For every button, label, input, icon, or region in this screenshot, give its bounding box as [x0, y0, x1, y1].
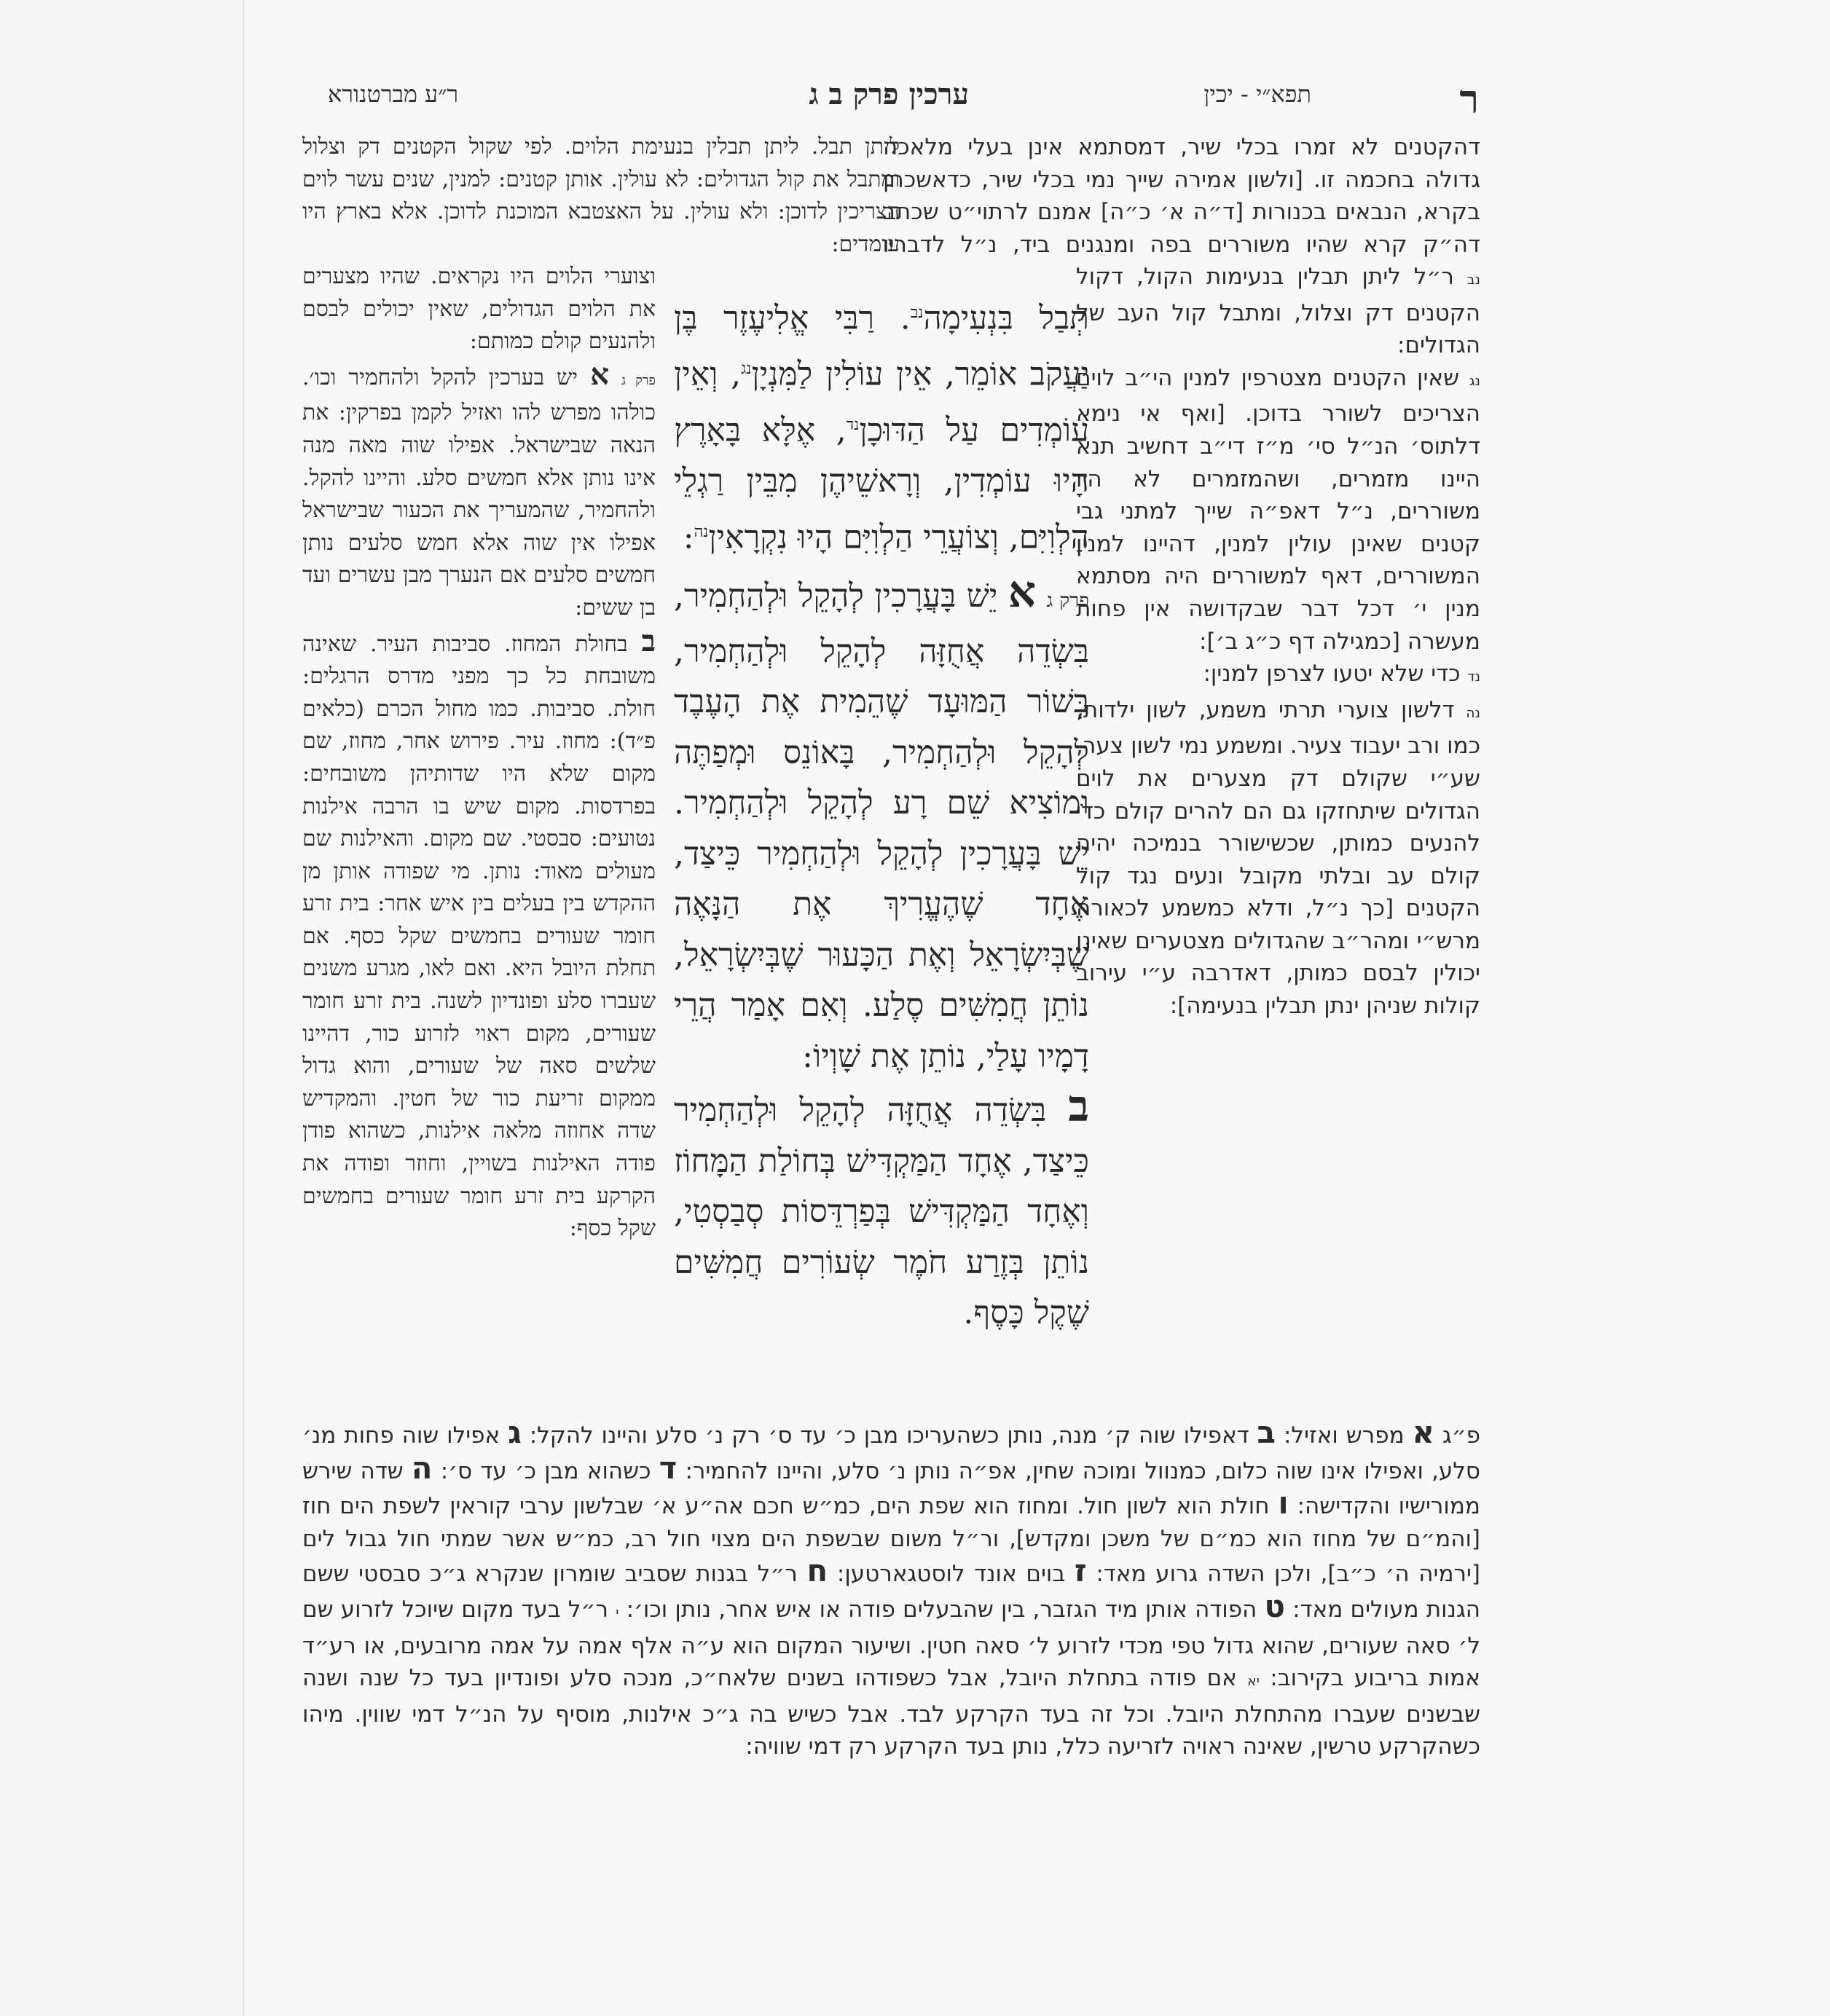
footnote-marker: נד: [846, 416, 860, 435]
bartenura-running-head: ר״ע מברטנורא: [328, 80, 459, 108]
mishnah-letter: ב: [641, 623, 656, 658]
note-label: נד: [1467, 669, 1480, 685]
yachin-running-head: תפא״י - יכין: [1203, 80, 1311, 108]
mishnah-letter: א: [590, 356, 610, 392]
note-letter: ט: [1264, 1588, 1285, 1624]
note-letter: ח: [806, 1553, 828, 1589]
mishnah-3-1: פרק ג א יֵשׁ בָּעֲרָכִין לְהָקֵל וּלְהַחְמִיר, בִּשְׂדֵה אֲחֻזָּה לְהָקֵל וּלְהַחְמִיר, בְּשׁוֹר הַמּוּעָד שֶׁהֵמִית אֶת הָעֶבֶד לְהָקֵל וּלְהַחְמִיר, בָּאוֹנֵס וּמְפַתֶּה וּמוֹצִיא שֵׁם רָע לְהָקֵל וּלְהַחְמִיר. יֵשׁ בָּעֲרָכִין לְהָקֵל וּלְהַחְמִיר כֵּיצַד, אֶחָד שֶׁהֶעֱרִיךְ אֶת הַנָּאֶה שֶׁבְּיִשְׂרָאֵל וְאֶת הַכָּעוּר שֶׁבְּיִשְׂרָאֵל, נוֹתֵן חֲמִשִּׁים סֶלַע. וְאִם אָמַר הֲרֵי דָמָיו עָלַי, נוֹתֵן אֶת שָׁוְיוֹ:: [674, 567, 1089, 1075]
yachin-column: [883, 131, 1480, 262]
page-number: ר: [1459, 76, 1479, 122]
bartenura-top: ליתן תבל. ליתן תבלין בנעימת הלוים. לפי שקול הקטנים דק וצלול ומתבל את קול הגדולים: לא עולין. אותן קטנים: למנין, שנים עשר לוים הצריכין לדוכן: ולא עולין. על האצטבא המוכנת לדוכן. אלא בארץ היו עומדים:: [302, 134, 900, 257]
yachin-note-nd: נד כדי שלא יטעו לצרפן למנין:: [1203, 661, 1480, 688]
yachin-chapter3-notes: פ״ג א מפרש ואזיל: ב דאפילו שוה ק׳ מנה, נותן כשהעריכו מבן כ׳ עד ס׳ רק נ׳ סלע והיינו להקל: ג אפילו שוה פחות מנ׳ סלע, ואפילו אינו שוה כלום, כמנוול ומוכה שחין, אפ״ה נותן נ׳ סלע, והיינו להחמיר: ד כשהוא מבן כ׳ עד ס׳: ה שדה שירש ממורישיו והקדישה: ו חולת הוא לשון חול. ומחוז הוא שפת הים, כמ״ש חכם אה״ע א׳ שבלשון ערבי קוראין לשפת הים חוז [והמ״ם של מחוז הוא כמ״ם של משכן ומקדש], ור״ל משום שבשפת הים מצוי חול רב, כמ״ש אשר שמתי חול גבול לים [ירמיה ה׳ כ״ב], ולכן השדה גרוע מאד: ז בוים אונד לוסטגארטען: ח ר״ל בגנות שסביב שומרון שנקרא ג״כ סבסטי ששם הגנות מעולים מאד: ט הפודה אותן מיד הגזבר, בין שהבעלים פודה או איש אחר, נותן וכו׳: י ר״ל בעד מקום שיוכל לזרוע שם ל׳ סאה שעורים, שהוא גדול טפי מכדי לזרוע ל׳ סאה חטין. ושיעור המקום הוא ע״ה אלף אמה על אמה מרובעים, או רע״ד אמות בריבוע בקירוב: יא אם פודה בתחלת היובל, אבל כשפודהו בשנים שלאח״כ, מנכה סלע ופונדיון בעד כל שנה ושנה שבשנים שעברו מהתחלת היובל. וכל זה בעד הקרקע לבד. אבל כשיש בה ג״כ אילנות, מוסיף על הנ״ל דמי שווין. מיהו כשהקרקע טרשין, שאינה ראויה לזריעה כלל, נותן בעד הקרקע רק דמי שוויה:: [302, 1414, 1481, 1760]
bartenura-column: [302, 131, 900, 262]
note-letter: ה: [411, 1449, 433, 1486]
note-letter: ו: [1278, 1485, 1289, 1521]
yachin-note-nb: נב ר״ל ליתן תבלין בנעימות הקול, דקול הקטנים דק וצלול, ומתבל קול העב של הגדולים:: [1076, 264, 1480, 359]
mishnah-letter: א: [1008, 567, 1037, 618]
note-letter: ד: [659, 1449, 678, 1486]
chapter-label: פרק ג: [1046, 589, 1089, 613]
note-label: נה: [1466, 705, 1480, 721]
page-header: [299, 76, 1479, 131]
mishnah-letter: ב: [1068, 1081, 1089, 1133]
mishnah-3-2: ב בִּשְׂדֵה אֲחֻזָּה לְהָקֵל וּלְהַחְמִיר כֵּיצַד, אֶחָד הַמַּקְדִּישׁ בְּחוֹלַת הַמָּחוֹז וְאֶחָד הַמַּקְדִּישׁ בְּפַרְדֵּסוֹת סְבַסְטִי, נוֹתֵן בְּזֶרַע חֹמֶר שְׂעוֹרִים חֲמִשִּׁים שֶׁקֶל כָּסֶף.: [674, 1081, 1089, 1332]
yachin-column-narrow: [1076, 261, 1480, 1353]
note-letter: י: [616, 1604, 619, 1621]
note-letter: ז: [1074, 1553, 1087, 1589]
yachin-intro: דהקטנים לא זמרו בכלי שיר, דמסתמא אינן בעלי מלאכה גדולה בחכמה זו. [ולשון אמירה שייך נמי בכלי שיר, כדאשכחן בקרא, הנבאים בכנורות [ד״ה א׳ כ״ה] אמנם לרתוי״ט שכתב דה״ק קרא שהיו משוררים בפה ומנגנים ביד, נ״ל לדבריו: [883, 134, 1480, 258]
note-label: נג: [1469, 373, 1480, 389]
footnote-marker: נג: [741, 360, 752, 379]
bartenura-m2: ב בחולת המחוז. סביבות העיר. שאינה משובחת כל כך מפני מדרס הרגלים: חולת. סביבות. כמו מחול הכרם (כלאים פ״ד): מחוז. עיר. פירוש אחר, מחוז, שם מקום שלא היו שדותיהן משובחים: בפרדסות. מקום שיש בו הרבה אילנות נטועים: סבסטי. שם מקום. והאילנות שם מעולים מאוד: נותן. מי שפודה אותן מן ההקדש בין בעלים בין איש אחר: בית זרע חומר שעורים בחמשים שקל כסף. אם תחלת היובל היא. ואם לאו, מגרע משנים שעברו סלע ופונדיון לשנה. בית זרע חומר שעורים, מקום ראוי לזרוע כור, דהיינו שלשים סאה של שעורים, והוא גדול ממקום זריעת כור של חטין. והמקדיש שדה אחוזה מלאה אילנות, כשהוא פודן פודה האילנות בשויין, וחוזר ופודה את הקרקע בית זרע חומר שעורים בחמשים שקל כסף:: [302, 623, 656, 1242]
note-label: נב: [1466, 272, 1480, 288]
note-letter: ג: [508, 1414, 522, 1450]
yachin-note-ng: נג שאין הקטנים מצטרפין למנין הי״ב לוים הצריכים לשורר בדוכן. [ואף אי נימא דלתוס׳ הנ״ל סי׳ מ״ז די״ב דחשיב תנא היינו מזמרים, ושהמזמרים לא היו משוררים, נ״ל דאפ״ה שייך למתני גבי קטנים שאינן עולין למנין, דהיינו למנין המשוררים, דאף למשוררים היה מסתמא מנין י׳ דכל דבר שבקדושה אין פחות מעשרה [כמגילה דף כ״ג ב׳]:: [1076, 364, 1480, 655]
footnote-marker: נה: [694, 522, 709, 541]
bartenura-m1: פרק ג א יש בערכין להקל ולהחמיר וכו׳. כולהו מפרש להו ואזיל לקמן בפרקין: את הנאה שבישראל. אפילו שוה מאה מנה אינו נותן אלא חמשים סלע. והיינו להקל. ולהחמיר, שהמעריך את הכעור שבישראל אפילו אין שוה אלא חמש סלעים נותן חמשים סלעים אם הנערך מבן עשרים ועד בן ששים:: [302, 356, 656, 621]
note-letter: יא: [1247, 1674, 1260, 1690]
mishnah-end-chapter-2: תְּבַל בִּנְעִימָה$^{נב}$. רַבִּי אֱלִיעֶזֶר בֶּן יַעֲקֹב אוֹמֵר, אֵין עוֹלִין לַמִּנְיָן$^{נג}$, וְאֵין עוֹמְדִים עַל הַדּוּכָן$^{נד}$, אֶלָּא בָּאָרֶץ הָיוּ עוֹמְדִין, וְרָאשֵׁיהֶן מִבֵּין רַגְלֵי הַלְוִיִּם, וְצוֹעֲרֵי הַלְוִיִּם הָיוּ נִקְרָאִין$^{נה}$:: [674, 299, 1089, 556]
mishnah-column: [674, 288, 1089, 1339]
left-margin: [0, 0, 244, 2016]
note-letter: א: [1412, 1414, 1435, 1450]
bartenura-column-narrow: [302, 261, 656, 1346]
note-letter: ב: [1257, 1414, 1276, 1450]
yachin-note-nh: נה דלשון צוערי תרתי משמע, לשון ילדות, כמו ורב יעבוד צעיר. ומשמע נמי לשון צער, שע״י שקולם דק מצערים את לוים הגדולים שיתחזקו גם הם להרים קולם כדי להנעים כמותן, שכשישורר בנמיכה יהיה קולם עב ובלתי מקובל ונעים נגד קול הקטנים [כך נ״ל, ודלא כמשמע לכאורה מרש״י ומהר״ב שהגדולים מצטערים שאינן יכולין לבסם כמותן, דאדרבה ע״י עירוב קולות שניהן ינתן תבלין בנעימה]:: [1076, 696, 1480, 1020]
bartenura-tsoarei: וצוערי הלוים היו נקראים. שהיו מצערים את הלוים הגדולים, שאין יכולים לבסם ולהנעים קולם כמותם:: [302, 264, 656, 355]
tractate-title: ערכין פרק ב ג: [809, 77, 969, 111]
footnote-marker: נב: [910, 304, 924, 322]
